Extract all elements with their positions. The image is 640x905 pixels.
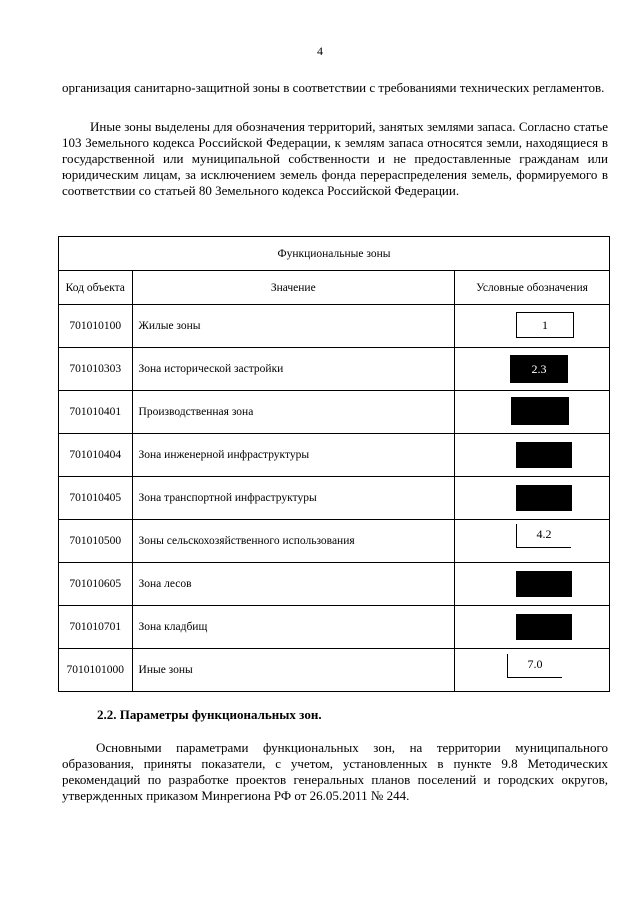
table-row <box>59 606 610 649</box>
row-symbol-cell <box>454 520 609 563</box>
row-value: Зона кладбищ <box>132 606 454 649</box>
functional-zones-table <box>58 236 610 692</box>
zone-symbol-filled: 2.3 <box>510 355 568 383</box>
row-symbol-cell <box>454 348 609 391</box>
row-symbol-cell <box>454 391 609 434</box>
row-code: 701010605 <box>59 563 133 606</box>
table-row <box>59 649 610 692</box>
paragraph-reserve-lands: Иные зоны выделены для обозначения территорий, занятых землями запаса. Согласно статье 103 Земельного кодекса Российской Федерации, к землям запаса относятся земли, находящиеся в государственной или муниципальной собственности и не предоставленные гражданам или юридическим лицам, за исключением земель фонда перераспределения земель, формируемого в соответствии со статьей 80 Земельного кодекса Российской Федерации. <box>62 119 608 198</box>
section-heading: 2.2. Параметры функциональных зон. <box>97 707 322 722</box>
table-title: Функциональные зоны <box>59 237 610 271</box>
row-code: 701010404 <box>59 434 133 477</box>
table-row <box>59 391 610 434</box>
zone-symbol-filled <box>516 442 572 468</box>
table-row <box>59 520 610 563</box>
header-symbol: Условные обозначения <box>454 271 609 305</box>
row-value: Зона транспортной инфраструктуры <box>132 477 454 520</box>
zone-symbol-partial: 7.0 <box>507 654 562 678</box>
table-row <box>59 563 610 606</box>
paragraph-parameters: Основными параметрами функциональных зон, на территории муниципального образования, приняты показатели, с учетом, установленных в пункте 9.8 Методических рекомендаций по разработке проектов генеральных планов поселений и городских округов, утвержденных приказом Минрегиона РФ от 26.05.2011 № 244. <box>62 740 608 803</box>
row-value: Производственная зона <box>132 391 454 434</box>
zone-symbol-filled <box>516 571 572 597</box>
page-number: 4 <box>317 44 323 58</box>
row-symbol-cell <box>454 434 609 477</box>
table-header-row <box>59 271 610 305</box>
row-code: 7010101000 <box>59 649 133 692</box>
zone-symbol-partial: 4.2 <box>516 524 571 548</box>
row-value: Зона исторической застройки <box>132 348 454 391</box>
table-row <box>59 305 610 348</box>
row-code: 701010701 <box>59 606 133 649</box>
row-value: Иные зоны <box>132 649 454 692</box>
row-value: Зона инженерной инфраструктуры <box>132 434 454 477</box>
row-code: 701010401 <box>59 391 133 434</box>
row-code: 701010100 <box>59 305 133 348</box>
header-value: Значение <box>132 271 454 305</box>
table-title-row <box>59 237 610 271</box>
zone-symbol-filled <box>516 485 572 511</box>
row-symbol-cell <box>454 305 609 348</box>
table-row <box>59 348 610 391</box>
row-symbol-cell <box>454 477 609 520</box>
zone-symbol-filled <box>511 397 569 425</box>
header-code: Код объекта <box>59 271 133 305</box>
row-value: Жилые зоны <box>132 305 454 348</box>
row-value: Зона лесов <box>132 563 454 606</box>
row-code: 701010303 <box>59 348 133 391</box>
table-row <box>59 477 610 520</box>
row-code: 701010405 <box>59 477 133 520</box>
zone-symbol-filled <box>516 614 572 640</box>
paragraph-intro: организация санитарно-защитной зоны в соответствии с требованиями технических регламентов. <box>62 80 605 95</box>
row-symbol-cell <box>454 606 609 649</box>
table-row <box>59 434 610 477</box>
row-symbol-cell <box>454 563 609 606</box>
row-code: 701010500 <box>59 520 133 563</box>
row-symbol-cell <box>454 649 609 692</box>
row-value: Зоны сельскохозяйственного использования <box>132 520 454 563</box>
zone-symbol-outline: 1 <box>516 312 574 338</box>
